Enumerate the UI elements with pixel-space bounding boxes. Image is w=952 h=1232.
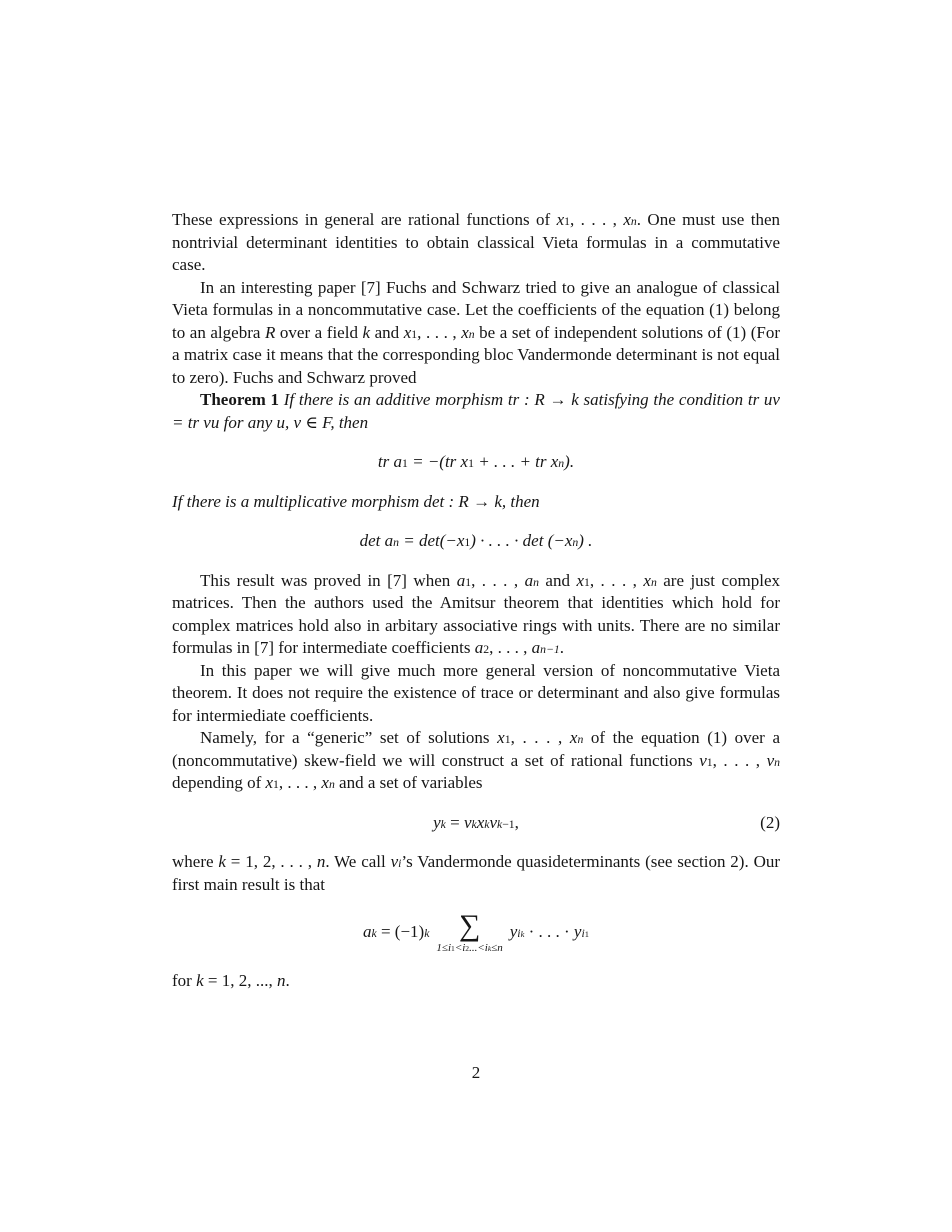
text-segment: , . . . , xyxy=(510,728,570,747)
paragraph-namely xyxy=(172,727,780,795)
text-segment: k xyxy=(484,817,490,831)
text-segment: k xyxy=(424,927,430,941)
text-segment: n xyxy=(577,733,584,746)
text-segment: i xyxy=(517,927,521,941)
text-segment: i xyxy=(581,927,585,941)
text-segment: y xyxy=(433,812,441,832)
text-segment: = −(tr x xyxy=(407,452,469,471)
text-segment: x xyxy=(643,570,651,590)
text-segment: 1 xyxy=(706,755,713,769)
text-segment: n xyxy=(468,327,475,341)
text-segment: ) . xyxy=(578,531,593,550)
text-segment: · . . . · xyxy=(524,922,574,942)
text-segment: for xyxy=(172,971,197,990)
text-segment: ≤n xyxy=(491,942,503,954)
equation-sum-lhs xyxy=(363,921,429,944)
text-segment: These expressions in general are rational functions of xyxy=(172,210,557,229)
text-segment: n xyxy=(393,536,399,549)
paragraph-for-k xyxy=(172,970,780,993)
text-segment: where xyxy=(172,852,219,871)
text-segment: k xyxy=(471,817,477,831)
text-segment: be a set of independent solutions of (1) (For a matrix case it means that the corresponding bloc Vandermonde determinant is not equal to zero). Fuchs and Schwarz proved xyxy=(172,322,781,387)
text-segment: <i xyxy=(454,942,466,954)
text-segment: a xyxy=(363,922,372,942)
text-segment: = det(−x xyxy=(398,531,465,550)
text-segment: are just complex matrices. Then the authors used the Amitsur theorem that identities which hold for complex matrices hold also in arbitary associative rings with units. There are no similar formulas in [7] for intermediate coefficients xyxy=(172,570,781,657)
text-segment: and xyxy=(538,570,577,590)
text-segment: k xyxy=(371,927,377,941)
paragraph-where-k xyxy=(172,851,780,896)
paragraph-fuchs-schwarz xyxy=(172,277,780,390)
text-segment: x xyxy=(576,570,584,590)
text-segment: 1 xyxy=(584,929,589,940)
text-segment: x xyxy=(497,728,505,747)
paragraph-multiplicative xyxy=(172,491,780,514)
text-segment: 1≤i xyxy=(436,942,452,954)
text-segment: n xyxy=(774,755,780,769)
equation-sum xyxy=(172,910,780,955)
text-segment: = (−1) xyxy=(376,922,425,942)
text-segment: . xyxy=(285,971,290,990)
equation-sum-rhs xyxy=(510,921,589,944)
text-segment: v xyxy=(390,852,399,871)
theorem-1 xyxy=(172,389,780,434)
text-segment: In this paper we will give much more general version of noncommutative Vieta theorem. It does not require the existence of trace or determinant and also give formulas for intermiediate coefficients. xyxy=(172,660,780,725)
text-segment: x xyxy=(461,322,469,342)
text-segment: 1 xyxy=(411,327,418,341)
text-segment: 1 xyxy=(464,536,471,549)
text-segment: = 1, 2, ..., xyxy=(203,971,277,990)
text-segment: , . . . , xyxy=(417,322,462,342)
text-segment: n xyxy=(316,852,326,871)
text-segment: If there is a multiplicative morphism det : R → k, then xyxy=(172,491,540,511)
text-segment: v xyxy=(463,812,472,832)
text-segment: + . . . + tr x xyxy=(473,452,559,471)
text-segment: k xyxy=(362,322,371,342)
page-number: 2 xyxy=(471,1063,481,1082)
equation-2-tag: (2) xyxy=(760,812,780,832)
text-segment: , . . . , xyxy=(712,750,767,770)
text-segment: and xyxy=(370,322,404,342)
equation-2-body xyxy=(433,813,519,832)
text-segment: v xyxy=(489,812,497,832)
text-segment: 1 xyxy=(273,778,279,791)
paragraph-this-paper xyxy=(172,660,780,728)
text-segment: . We call xyxy=(325,852,391,871)
text-segment: = 1, 2, . . . , xyxy=(225,852,317,871)
text-segment: Theorem 1 xyxy=(200,390,280,409)
text-segment: n xyxy=(558,457,565,470)
text-segment: ) · . . . · det (−x xyxy=(470,531,573,550)
text-segment: x xyxy=(556,210,565,229)
text-segment: a xyxy=(531,638,541,657)
text-segment: n xyxy=(533,575,539,589)
text-segment: ...<i xyxy=(469,942,488,954)
text-segment: n xyxy=(276,971,286,990)
text-segment: i xyxy=(398,857,402,870)
summation-limits xyxy=(436,942,502,955)
text-segment: n xyxy=(572,536,579,549)
text-segment: . xyxy=(559,638,564,657)
text-segment: 1 xyxy=(468,457,474,470)
text-segment: a xyxy=(474,638,484,657)
text-segment: 2 xyxy=(483,643,490,656)
text-segment: 1 xyxy=(564,215,571,228)
sigma-symbol: ∑ xyxy=(458,909,481,942)
text-segment: n−1 xyxy=(540,643,560,656)
text-segment: 2 xyxy=(465,944,470,953)
text-segment: ’s Vandermonde quasideterminants (see section 2). Our first main result is that xyxy=(172,852,781,894)
text-segment: k xyxy=(440,817,446,831)
text-segment: k xyxy=(496,817,503,831)
text-segment: a xyxy=(456,570,466,590)
text-segment: , . . . , xyxy=(278,773,322,792)
text-segment: . One must use then nontrivial determinant identities to obtain classical Vieta formulas in a commutative case. xyxy=(172,210,780,274)
paragraph-intro xyxy=(172,209,780,277)
text-segment: v xyxy=(699,750,707,770)
text-segment: x xyxy=(623,210,631,229)
summation xyxy=(436,910,502,955)
text-segment: y xyxy=(509,922,518,942)
text-segment: In an interesting paper [7] Fuchs and Schwarz tried to give an analogue of classical Vieta formulas in a noncommutative case. Let the coefficients of the equation (1) belong to an algebra xyxy=(172,277,780,342)
text-segment: R xyxy=(264,322,276,342)
text-segment: of the equation (1) over a (noncommutative) skew-field we will construct a set of rational functions xyxy=(172,728,781,770)
text-segment: n xyxy=(650,575,657,589)
equation-trace xyxy=(172,451,780,474)
text-segment: x xyxy=(321,773,329,792)
text-segment: , xyxy=(514,812,519,832)
text-segment: ). xyxy=(564,452,575,471)
text-segment: 1 xyxy=(402,457,408,470)
text-segment: depending of xyxy=(172,773,266,792)
text-segment: k xyxy=(520,929,525,940)
text-segment: n xyxy=(630,215,637,228)
equation-2-numbered xyxy=(172,812,780,835)
text-segment: 1 xyxy=(504,733,511,746)
text-segment: tr a xyxy=(377,452,402,471)
text-segment: , . . . , xyxy=(589,570,644,590)
equation-determinant xyxy=(172,530,780,553)
text-segment: a xyxy=(524,570,534,590)
page-content xyxy=(172,209,780,993)
text-segment: = xyxy=(445,812,464,832)
text-segment: det a xyxy=(359,531,394,550)
text-segment: x xyxy=(476,812,485,832)
text-segment: y xyxy=(573,922,582,942)
text-segment: v xyxy=(766,750,775,770)
text-segment: , . . . , xyxy=(471,570,525,590)
text-segment: x xyxy=(265,773,274,792)
text-segment: 1 xyxy=(451,944,455,953)
text-segment: This result was proved in [7] when xyxy=(200,570,457,590)
paragraph-result-proved xyxy=(172,570,780,660)
text-segment: and a set of variables xyxy=(334,773,483,792)
text-segment: k xyxy=(196,971,204,990)
text-segment: x xyxy=(569,728,578,747)
text-segment: 1 xyxy=(465,575,472,589)
text-segment: x xyxy=(403,322,412,342)
text-segment: If there is an additive morphism tr : R → k satisfying the condition tr uv = tr vu for any u, v ∈ F, then xyxy=(172,390,780,432)
text-segment: , . . . , xyxy=(570,210,624,229)
text-segment: , . . . , xyxy=(489,638,532,657)
text-segment: k xyxy=(218,852,226,871)
text-segment: n xyxy=(328,778,335,791)
text-segment: Namely, for a “generic” set of solutions xyxy=(200,728,498,747)
text-segment: −1 xyxy=(502,817,515,831)
text-segment: 1 xyxy=(583,575,590,589)
text-segment: k xyxy=(487,944,492,953)
text-segment: over a field xyxy=(275,322,363,342)
